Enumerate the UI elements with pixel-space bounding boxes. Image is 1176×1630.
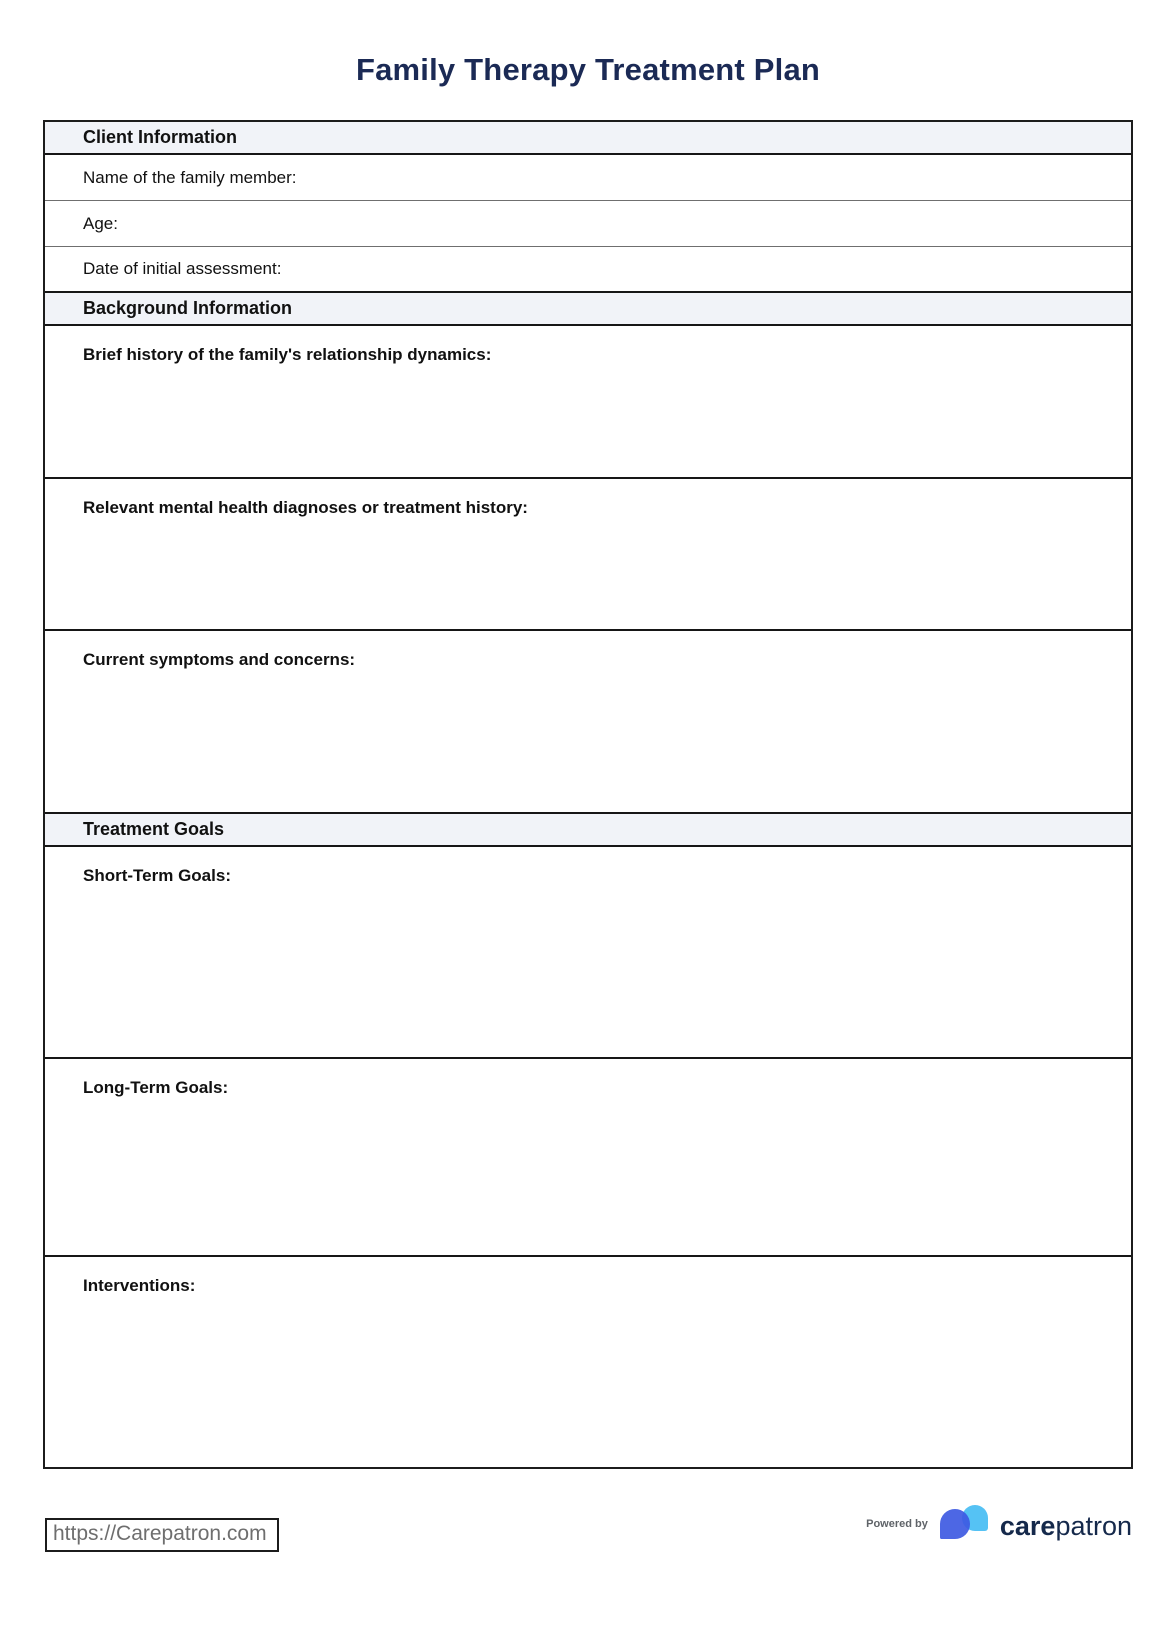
name-field-label: Name of the family member: [83,167,297,187]
age-field-label: Age: [83,213,118,233]
carepatron-wordmark [1000,1509,1132,1540]
page-title: Family Therapy Treatment Plan [355,52,821,87]
section-header-background-information [45,293,1131,326]
area-row-current-symptoms [45,631,1131,814]
brand-patron-text: patron [1055,1510,1132,1541]
area-row-family-history [45,326,1131,479]
short-term-goals-label: Short-Term Goals: [83,866,231,885]
assessment-date-field-input-area[interactable] [281,247,1111,291]
carepatron-logo-icon [940,1502,992,1546]
chat-bubble-dark-icon [940,1509,970,1539]
long-term-goals-label: Long-Term Goals: [83,1078,229,1097]
section-header-label: Background Information [83,298,293,318]
powered-by-carepatron [866,1502,1132,1546]
section-header-label: Client Information [83,127,237,147]
treatment-plan-form [43,120,1133,1469]
area-row-long-term-goals [45,1059,1131,1257]
age-field-input-area[interactable] [118,201,1111,246]
family-history-label: Brief history of the family's relationship dynamics: [83,345,492,364]
current-symptoms-label: Current symptoms and concerns: [83,650,356,669]
section-header-treatment-goals [45,814,1131,847]
brand-care-text: care [999,1510,1056,1541]
name-field-input-area[interactable] [297,155,1111,200]
area-row-interventions [45,1257,1131,1467]
diagnoses-history-label: Relevant mental health diagnoses or treatment history: [83,498,528,517]
section-header-client-information [45,122,1131,155]
field-row-age [45,201,1131,247]
powered-by-label: Powered by [866,1518,928,1530]
field-row-initial-assessment-date [45,247,1131,293]
area-row-diagnoses-history [45,479,1131,631]
section-header-label: Treatment Goals [83,819,225,839]
field-row-name [45,155,1131,201]
interventions-label: Interventions: [83,1276,196,1295]
assessment-date-field-label: Date of initial assessment: [83,259,282,278]
carepatron-url-link[interactable]: https://Carepatron.com [45,1518,279,1552]
area-row-short-term-goals [45,847,1131,1059]
